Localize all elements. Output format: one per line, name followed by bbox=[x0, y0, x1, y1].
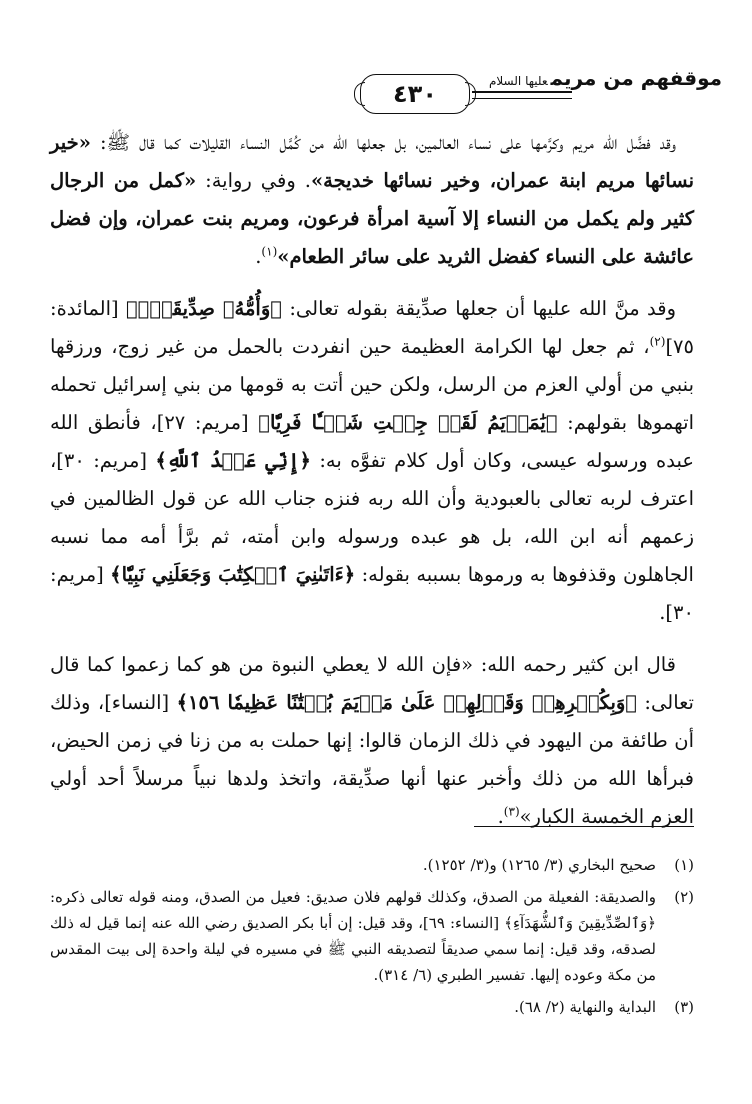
paragraph-2 bbox=[50, 290, 694, 632]
footnote-ref: (٣) bbox=[503, 804, 520, 819]
paragraph-text: قال ابن كثير رحمه الله: bbox=[473, 653, 677, 676]
paragraph-text: . وفي رواية: bbox=[196, 169, 311, 192]
quran-verse: ﴿يَٰمَرۡيَمُ لَقَدۡ جِئۡتِ شَيۡـٔٗا فَرِيّٗا﴾ bbox=[258, 411, 558, 434]
hadith-quote: «خير نسائها مريم ابنة عمران، وخير نسائها خديجة» bbox=[50, 131, 694, 192]
footnote-number: (٣) bbox=[674, 998, 694, 1016]
paragraph-1 bbox=[50, 124, 694, 276]
paragraph-text: وقد فضَّل الله مريم وكرَّمها على نساء العالمين، بل جعلها الله من كُمَّل النساء القليلات كما قال ﷺ: bbox=[90, 131, 676, 154]
hadith-quote: «كمل من الرجال كثير ولم يكمل من النساء إلا آسية امرأة فرعون، ومريم بنت عمران، وإن فضل عائشة على النساء كفضل الثريد على سائر الطعام» bbox=[50, 169, 694, 268]
footnote bbox=[50, 852, 694, 878]
page-header bbox=[30, 62, 722, 114]
footnote-text: صحيح البخاري (٣/ ١٢٦٥) و(٣/ ١٢٥٢). bbox=[422, 856, 656, 874]
verse-reference: [المائدة: ٧٥] bbox=[50, 297, 694, 358]
running-title-text: موقفهم من مريم bbox=[550, 66, 722, 90]
footnotes bbox=[50, 852, 694, 1026]
quote-text: «فإن الله لا يعطي النبوة من هو كما زعموا كما قال تعالى: bbox=[50, 653, 694, 714]
footnote-number: (١) bbox=[674, 856, 694, 874]
footnote bbox=[50, 884, 694, 988]
paragraph-3 bbox=[50, 646, 694, 836]
main-text bbox=[50, 124, 694, 850]
paragraph-text: . bbox=[255, 245, 262, 268]
paragraph-text: [مريم: ٣٠]، اعترف لربه تعالى بالعبودية وأن الله ربه فنزه جناب الله عن قول الظالمين في زعمهم أنه ابن الله، بل هو عبده ورسوله وابن أمته، ثم برَّأ أمه مما نسبه الجاهلون وقذفوها به ورموها بسببه بقوله: bbox=[50, 449, 694, 586]
paragraph-text: وقد منَّ الله عليها أن جعلها صدِّيقة بقوله تعالى: bbox=[281, 297, 676, 320]
paragraph-text: [مريم: ٢٧]، فأنطق الله عبده ورسوله عيسى، وكان أول كلام تفوَّه به: bbox=[50, 411, 695, 472]
running-title bbox=[489, 66, 722, 90]
quote-text: [النساء]، وذلك أن طائفة من اليهود في ذلك الزمان قالوا: إنها حملت به من زنا في زمن الحيض، فبرأها الله من ذلك وأخبر عنها أنها صدِّيقة، واتخذ ولدها نبياً مرسلاً أحد أولي العزم الخمسة الكبار» bbox=[50, 691, 694, 828]
page-number-frame bbox=[360, 74, 470, 114]
footnote-number: (٢) bbox=[674, 888, 694, 906]
footnote-ref: (٢) bbox=[649, 334, 666, 349]
footnote-ref: (١) bbox=[261, 244, 278, 259]
quran-verse: ﴿ءَاتَىٰنِيَ ٱلۡكِتَٰبَ وَجَعَلَنِي نَبِيّٗا﴾ bbox=[110, 563, 356, 586]
footnote-text: البداية والنهاية (٢/ ٦٨). bbox=[514, 998, 656, 1016]
footnote bbox=[50, 994, 694, 1020]
quran-verse: ﴿وَأُمُّهُۥ صِدِّيقَةٌۖ﴾ bbox=[125, 297, 282, 320]
header-rule bbox=[472, 91, 572, 93]
paragraph-text: ، ثم جعل لها الكرامة العظيمة حين انفردت بالحمل من غير زوج، ورزقها بنبي من أولي العزم من الرسل، ولكن حين أتت به قومها من بني إسرائيل تحمله اتهموها بقولهم: bbox=[50, 335, 694, 434]
quran-verse: ﴿إِنِّي عَبۡدُ ٱللَّهِ﴾ bbox=[155, 449, 311, 472]
header-rule bbox=[472, 98, 572, 99]
paragraph-text: . bbox=[497, 805, 504, 828]
footnote-separator bbox=[474, 826, 694, 827]
verse-reference: [مريم: ٣٠]. bbox=[50, 563, 694, 624]
footnote-text: والصديقة: الفعيلة من الصدق، وكذلك قولهم فلان صديق: فعيل من الصدق، ومنه قوله تعالى ذكره: ﴿وَٱلصِّدِّيقِينَ وَٱلشُّهَدَآءِ﴾ [النساء: ٦٩]، وقد قيل: إن أبا بكر الصديق رضي الله عنه إنما قيل له ذلك لصدقه، وقد قيل: إنما سمي صديقاً لتصديقه النبي ﷺ في مسيره في ليلة واحدة إلى بيت المقدس من مكة وعوده إليها. تفسير الطبري (٦/ ٣١٤). bbox=[50, 888, 656, 984]
page-number: ٤٣٠ bbox=[393, 80, 437, 108]
quran-verse: ﴿وَبِكُفۡرِهِمۡ وَقَوۡلِهِمۡ عَلَىٰ مَرۡيَمَ بُهۡتَٰنًا عَظِيمٗا ١٥٦﴾ bbox=[176, 691, 638, 714]
honorific-glyph: عليها السلام bbox=[488, 74, 548, 88]
